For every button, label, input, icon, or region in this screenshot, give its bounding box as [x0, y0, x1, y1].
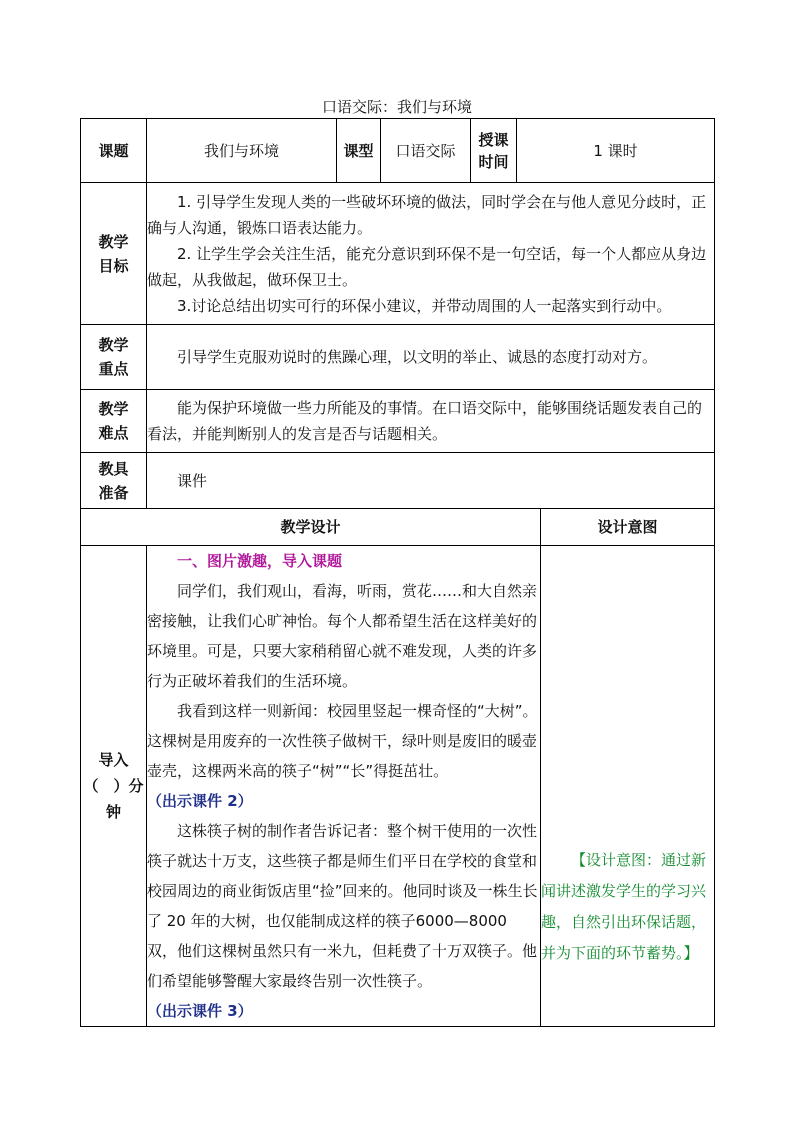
paragraph-text: 这株筷子树的制作者告诉记者：整个树干使用的一次性筷子就达十万支，这些筷子都是师生们平日在学校的食堂和校园周边的商业街饭店里“捡”回来的。他同时谈及一株生长了 20 年的大树，也仅能制成这样的筷子6000—8000 双，他们这棵树虽然只有一米九，但耗费了十万双筷子。他们希望能够警醒大家最终告别一次性筷子。	[147, 822, 538, 990]
topic-value: 我们与环境	[147, 119, 337, 183]
materials-content	[147, 453, 715, 509]
intro-label: 导入 （ ）分 钟	[81, 546, 147, 1027]
design-header: 教学设计	[81, 509, 541, 546]
info-row	[81, 119, 715, 183]
section-heading: 一、图片激趣，导入课题	[177, 552, 343, 570]
type-value: 口语交际	[381, 119, 471, 183]
goals-content	[147, 183, 715, 325]
time-value: 1 课时	[517, 119, 715, 183]
key-points-text: 引导学生克服劝说时的焦躁心理，以文明的举止、诚恳的态度打动对方。	[177, 348, 658, 366]
intro-paragraph: 同学们，我们观山，看海，听雨，赏花……和大自然亲密接触，让我们心旷神怡。每个人都希望生活在这样美好的环境里。可是，只要大家稍稍留心就不难发现，人类的许多行为正破坏着我们的生活环境。	[147, 582, 538, 690]
key-points-row	[81, 325, 715, 390]
key-points-label: 教学 重点	[81, 325, 147, 390]
courseware-cue: （出示课件 3）	[147, 1002, 253, 1020]
intro-paragraph	[147, 996, 540, 1026]
topic-label: 课题	[81, 119, 147, 183]
design-header-row	[81, 509, 715, 546]
lesson-plan-table	[80, 118, 715, 1027]
type-label: 课型	[337, 119, 381, 183]
goal-item: 3.讨论总结出切实可行的环保小建议，并带动周围的人一起落实到行动中。	[177, 296, 672, 315]
difficulties-label: 教学 难点	[81, 390, 147, 453]
materials-row	[81, 453, 715, 509]
difficulties-text: 能为保护环境做一些力所能及的事情。在口语交际中，能够围绕话题发表自己的看法，并能判断别人的发言是否与话题相关。	[147, 399, 703, 443]
goal-item: 2. 让学生学会关注生活，能充分意识到环保不是一句空话，每一个人都应从身边做起，从我做起，做环保卫士。	[147, 244, 707, 289]
materials-label: 教具 准备	[81, 453, 147, 509]
time-label: 授课 时间	[471, 119, 517, 183]
difficulties-row	[81, 390, 715, 453]
courseware-cue: （出示课件 2）	[147, 792, 253, 810]
goals-label: 教学 目标	[81, 183, 147, 325]
document-title: 口语交际：我们与环境	[321, 98, 472, 116]
intent-text: 【设计意图：通过新闻讲述激发学生的学习兴趣，自然引出环保话题，并为下面的环节蓄势。】	[541, 851, 707, 962]
intro-content	[147, 546, 541, 1027]
goal-item: 1. 引导学生发现人类的一些破坏环境的做法，同时学会在与他人意见分歧时，正确与人沟通，锻炼口语表达能力。	[147, 192, 707, 237]
materials-text: 课件	[177, 471, 208, 490]
paragraph-text: 我看到这样一则新闻：校园里竖起一棵奇怪的“大树”。这棵树是用废弃的一次性筷子做树干，绿叶则是废旧的暖壶壶壳，这棵两米高的筷子“树”“长”得挺茁壮。	[147, 702, 538, 780]
goals-row	[81, 183, 715, 325]
difficulties-content	[147, 390, 715, 453]
intro-row	[81, 546, 715, 1027]
intent-header: 设计意图	[541, 509, 715, 546]
intro-paragraph	[147, 696, 540, 816]
intro-intent	[541, 546, 715, 1027]
intro-paragraph	[147, 816, 540, 996]
key-points-content	[147, 325, 715, 390]
